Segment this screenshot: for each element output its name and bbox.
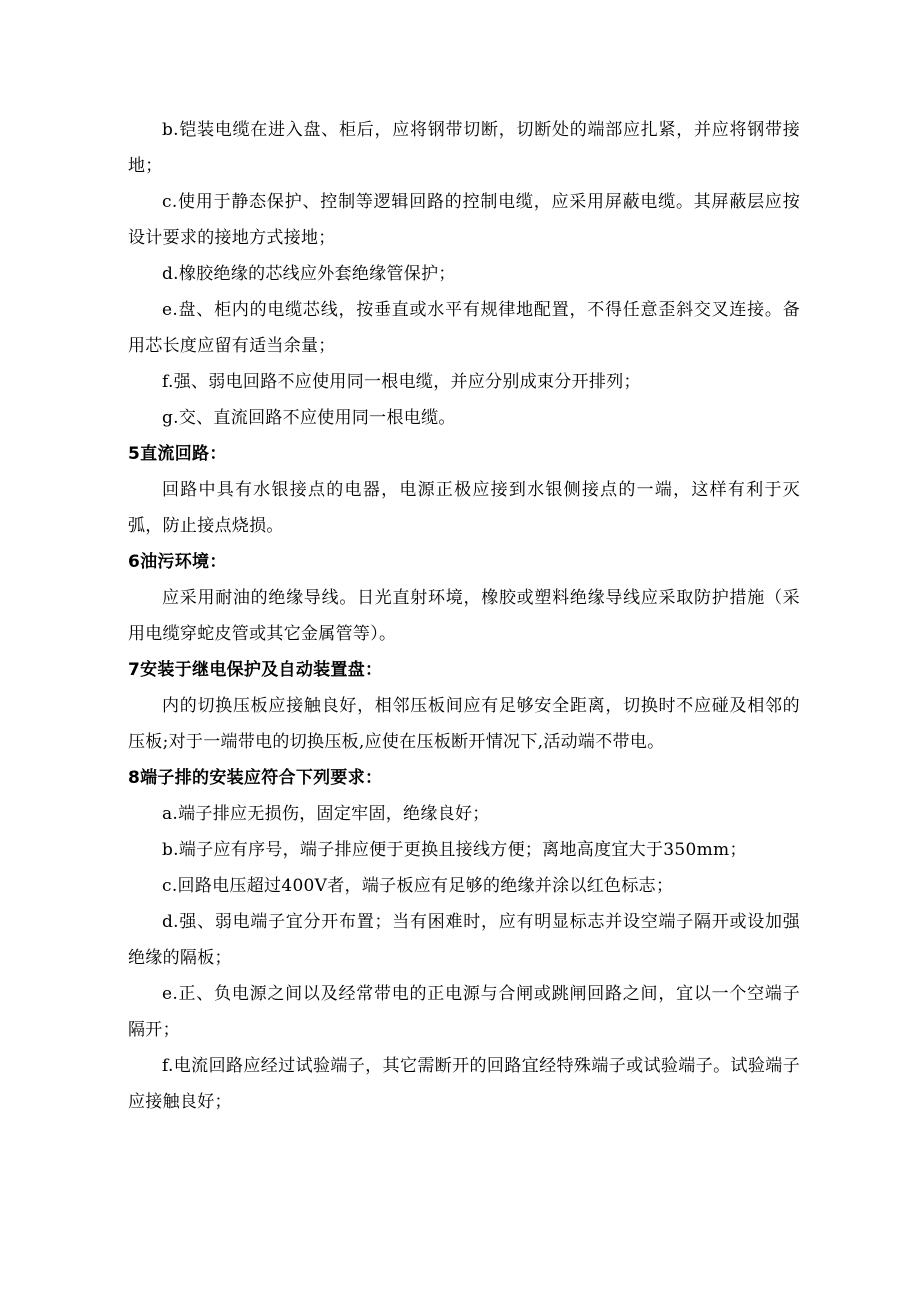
paragraph-b-terminal-numbering: b.端子应有序号，端子排应便于更换且接线方便；离地高度宜大于350mm； <box>162 840 747 860</box>
paragraph-c-terminal-voltage: c.回路电压超过400V者，端子板应有足够的绝缘并涂以红色标志； <box>162 876 674 896</box>
heading-5-dc-circuit: 5直流回路： <box>128 444 227 464</box>
paragraph-dc-circuit-body: 回路中具有水银接点的电器，电源正极应接到水银侧接点的一端，这样有利于灭弧，防止接点烧损。 <box>128 480 800 536</box>
heading-7-relay-protection-panel: 7安装于继电保护及自动装置盘： <box>128 660 383 680</box>
paragraph-b-armored-cable: b.铠装电缆在进入盘、柜后，应将钢带切断，切断处的端部应扎紧，并应将钢带接地； <box>128 120 800 176</box>
paragraph-a-terminal-undamaged: a.端子排应无损伤，固定牢固，绝缘良好； <box>162 804 490 824</box>
heading-6-oil-environment: 6油污环境： <box>128 552 227 572</box>
paragraph-oil-environment-body: 应采用耐油的绝缘导线。日光直射环境，橡胶或塑料绝缘导线应采取防护措施（采用电缆穿蛇皮管或其它金属管等）。 <box>128 588 800 644</box>
paragraph-e-core-arrangement: e.盘、柜内的电缆芯线，按垂直或水平有规律地配置，不得任意歪斜交叉连接。备用芯长度应留有适当余量； <box>128 300 800 356</box>
paragraph-d-terminal-separation: d.强、弱电端子宜分开布置；当有困难时，应有明显标志并设空端子隔开或设加强绝缘的隔板； <box>128 912 800 968</box>
paragraph-d-rubber-insulation: d.橡胶绝缘的芯线应外套绝缘管保护； <box>162 264 456 284</box>
paragraph-c-shielded-cable: c.使用于静态保护、控制等逻辑回路的控制电缆，应采用屏蔽电缆。其屏蔽层应按设计要求的接地方式接地； <box>128 192 800 248</box>
paragraph-relay-protection-body: 内的切换压板应接触良好，相邻压板间应有足够安全距离，切换时不应碰及相邻的压板;对于一端带电的切换压板,应使在压板断开情况下,活动端不带电。 <box>128 696 800 752</box>
paragraph-f-current-circuit: f.电流回路应经过试验端子，其它需断开的回路宜经特殊端子或试验端子。试验端子应接触良好； <box>128 1056 800 1112</box>
paragraph-e-power-isolation: e.正、负电源之间以及经常带电的正电源与合闸或跳闸回路之间，宜以一个空端子隔开； <box>128 984 800 1040</box>
paragraph-g-ac-dc-circuits: g.交、直流回路不应使用同一根电缆。 <box>162 408 456 428</box>
document-body <box>128 112 800 1120</box>
heading-8-terminal-block: 8端子排的安装应符合下列要求： <box>128 768 383 788</box>
paragraph-f-strong-weak-circuits: f.强、弱电回路不应使用同一根电缆，并应分别成束分开排列； <box>162 372 641 392</box>
